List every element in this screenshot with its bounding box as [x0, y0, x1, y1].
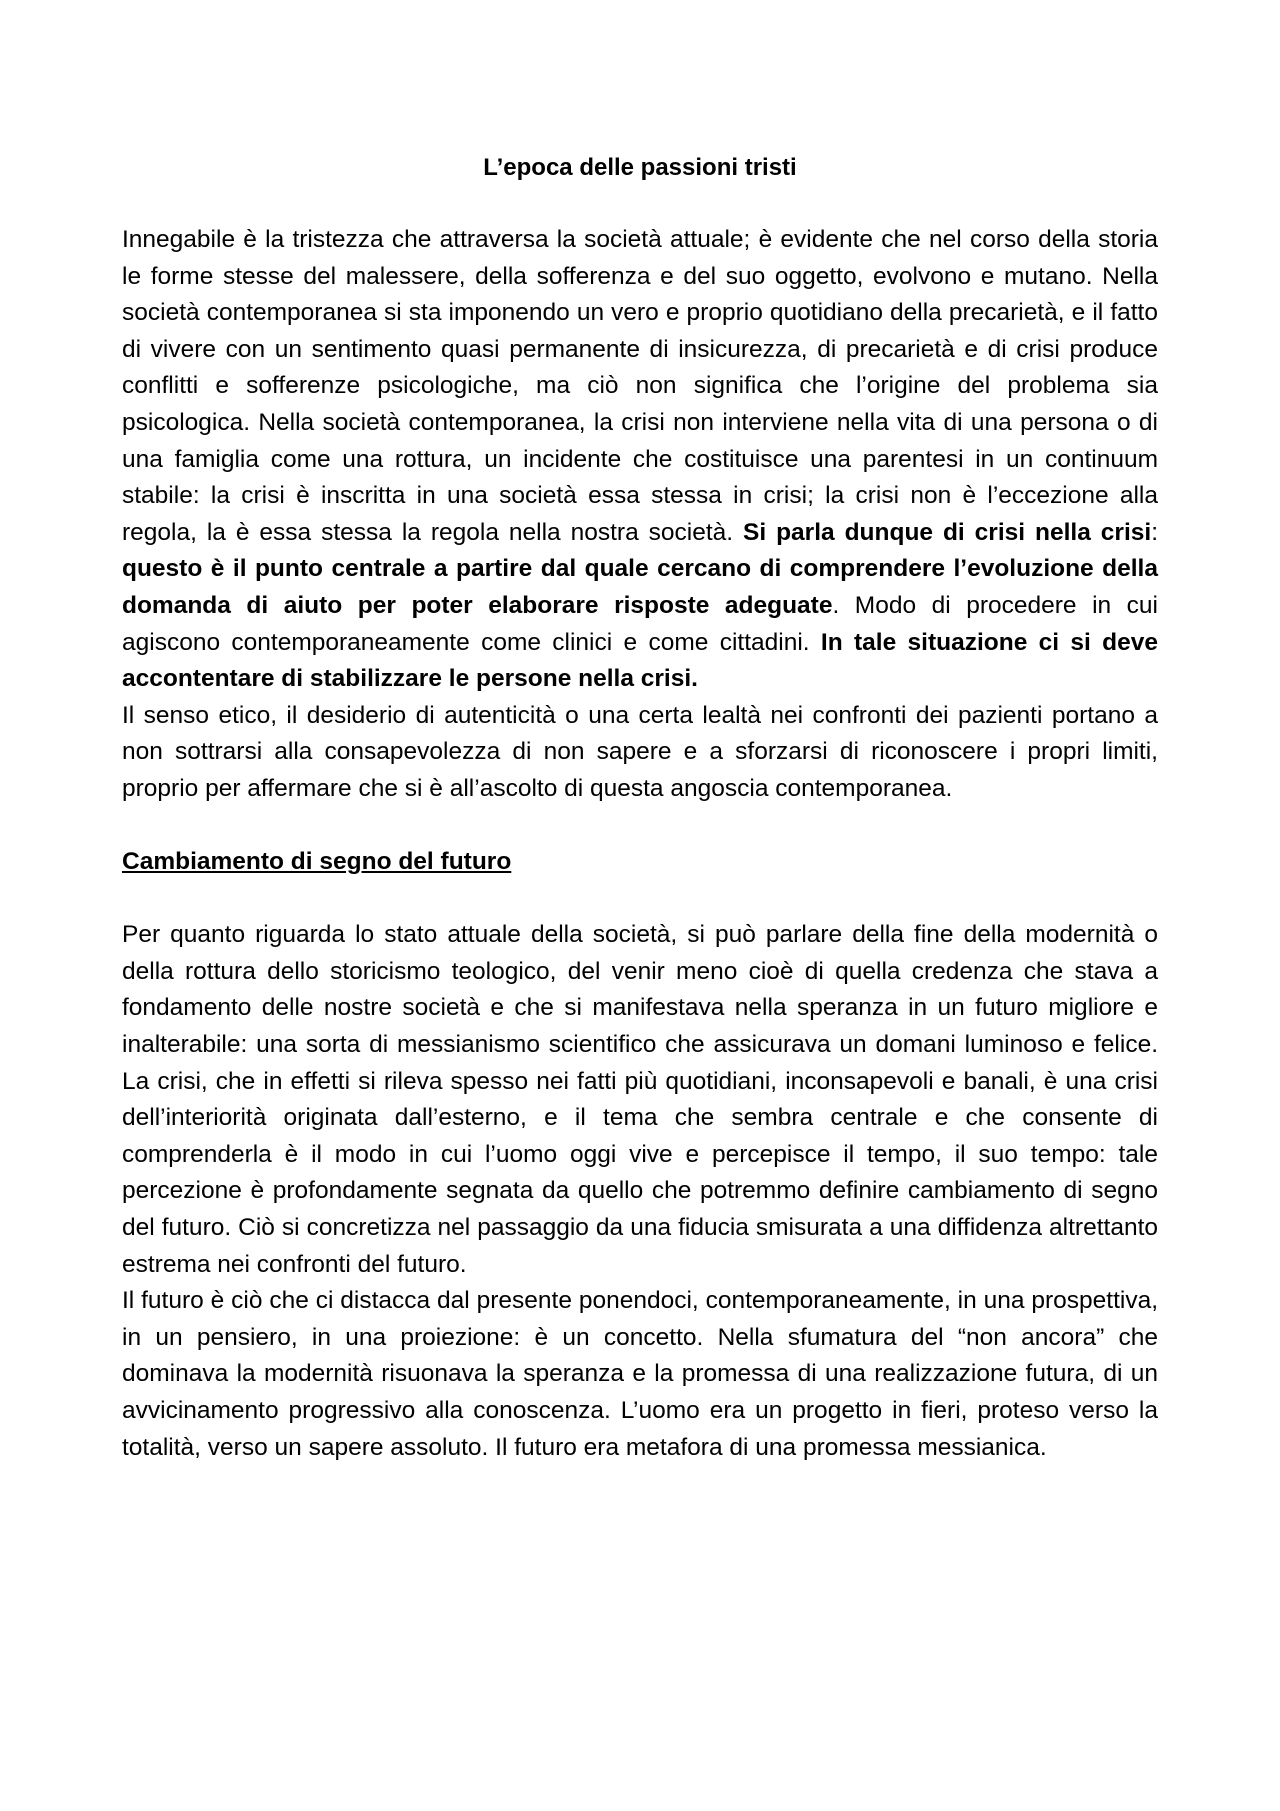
paragraph-intro-text-2: : — [1151, 518, 1158, 546]
section-heading: Cambiamento di segno del futuro — [122, 848, 512, 876]
paragraph-intro-bold-2: questo è il punto centrale a partire dal quale cercano di comprendere l’evoluzione della domanda di aiuto per poter elaborare risposte adeguate — [122, 555, 1158, 619]
paragraph-future: Il futuro è ciò che ci distacca dal presente ponendoci, contemporaneamente, in una prospettiva, in un pensiero, in una proiezione: è un concetto. Nella sfumatura del “non ancora” che dominava la modernità risuonava la speranza e la promessa di una realizzazione futura, di un avvicinamento progressivo alla conoscenza. L’uomo era un progetto in fieri, proteso verso la totalità, verso un sapere assoluto. Il futuro era metafora di una promessa messianica. — [122, 1287, 1158, 1461]
document-title: L’epoca delle passioni tristi — [483, 154, 797, 181]
spacer — [122, 808, 1158, 845]
paragraph-intro-text-1: Innegabile è la tristezza che attraversa la società attuale; è evidente che nel corso della storia le forme stesse del malessere, della sofferenza e del suo oggetto, evolvono e mutano. Nella società contemporanea si sta imponendo un vero e proprio quotidiano della precarietà, e il fatto di vivere con un sentimento quasi permanente di insicurezza, di precarietà e di crisi produce conflitti e sofferenze psicologiche, ma ciò non significa che l’origine del problema sia psicologica. Nella società contemporanea, la crisi non interviene nella vita di una persona o di una famiglia come una rottura, un incidente che costituisce una parentesi in un continuum stabile: la crisi è inscritta in una società essa stessa in crisi; la crisi non è l’eccezione alla regola, la è essa stessa la regola nella nostra società. — [122, 226, 1158, 546]
document-page — [122, 150, 1158, 1466]
paragraph-intro-text-3: . Modo di procedere in cui agiscono contemporaneamente come clinici e come cittadini. — [122, 591, 1158, 656]
paragraph-modernity: Per quanto riguarda lo stato attuale della società, si può parlare della fine della modernità o della rottura dello storicismo teologico, del venir meno cioè di quella credenza che stava a fondamento delle nostre società e che si manifestava nella speranza in un futuro migliore e inalterabile: una sorta di messianismo scientifico che assicurava un domani luminoso e felice. La crisi, che in effetti si rileva spesso nei fatti più quotidiani, inconsapevoli e banali, è una crisi dell’interiorità originata dall’esterno, e il tema che sembra centrale e che consente di comprenderla è il modo in cui l’uomo oggi vive e percepisce il tempo, il suo tempo: tale percezione è profondamente segnata da quello che potremmo definire cambiamento di segno del futuro. Ciò si concretizza nel passaggio da una fiducia smisurata a una diffidenza altrettanto estrema nei confronti del futuro. — [122, 921, 1158, 1278]
spacer — [122, 881, 1158, 918]
paragraph-intro-bold-1: Si parla dunque di crisi nella crisi — [743, 518, 1152, 546]
paragraph-intro — [122, 222, 1158, 698]
paragraph-intro-bold-3: In tale situazione ci si deve accontentare di stabilizzare le persone nella crisi. — [122, 628, 1158, 693]
paragraph-ethics: Il senso etico, il desiderio di autenticità o una certa lealtà nei confronti dei pazienti portano a non sottrarsi alla consapevolezza di non sapere e a sforzarsi di riconoscere i propri limiti, proprio per affermare che si è all’ascolto di questa angoscia contemporanea. — [122, 701, 1158, 802]
